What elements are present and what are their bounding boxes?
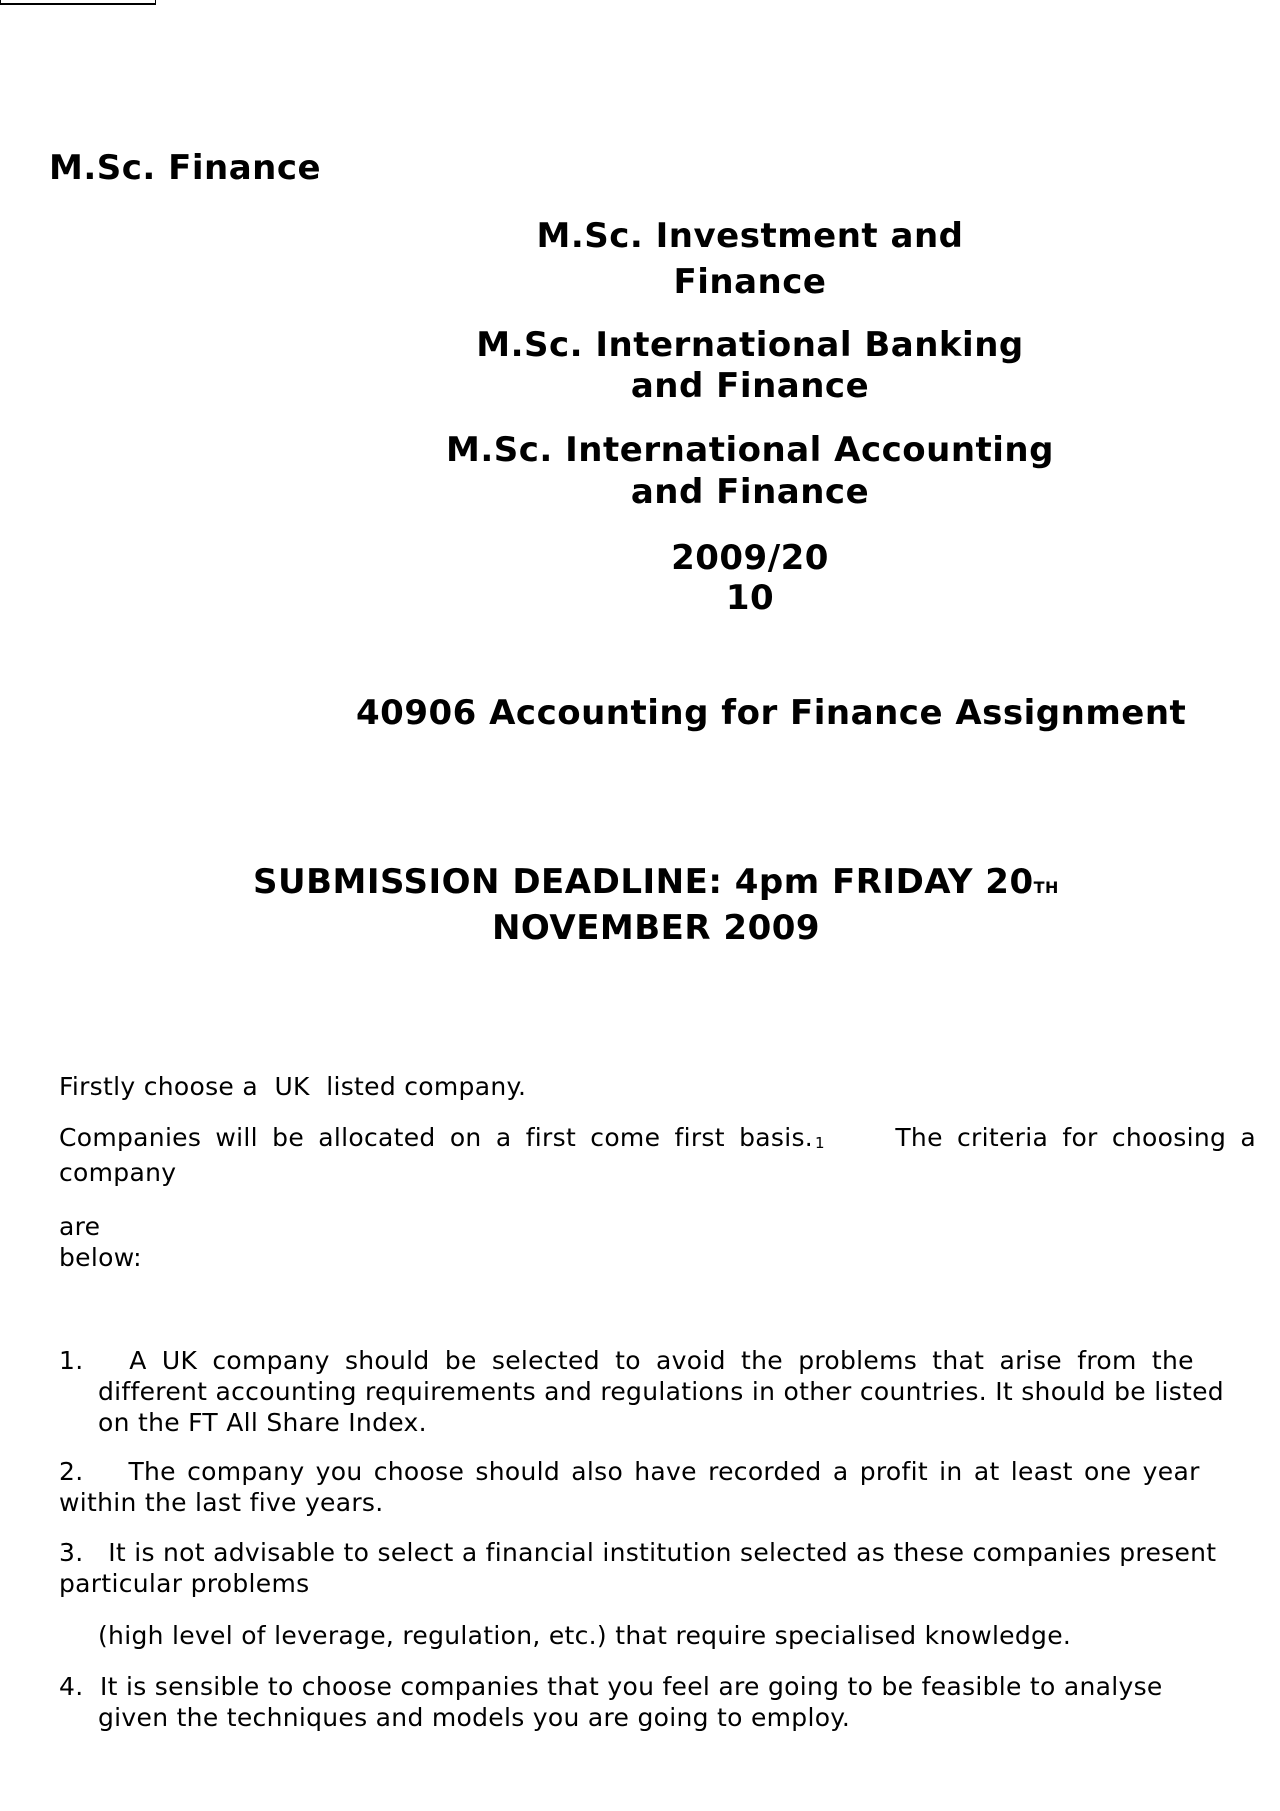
criteria-item-4-line2: given the techniques and models you are going to employ. bbox=[98, 1703, 851, 1732]
criteria-item-3-number: 3. bbox=[59, 1538, 84, 1567]
criteria-item-4-number: 4. bbox=[59, 1672, 84, 1701]
criteria-item-1 bbox=[59, 1345, 1249, 1438]
intro-paragraph-3-line2: below: bbox=[59, 1243, 142, 1272]
criteria-item-3-line3: (high level of leverage, regulation, etc.) that require specialised knowledge. bbox=[98, 1621, 1072, 1650]
criteria-item-4-text: It is sensible to choose companies that you feel are going to be feasible to analyse bbox=[99, 1672, 1163, 1701]
criteria-item-1-line2: different accounting requirements and regulations in other countries. It should be listed bbox=[98, 1377, 1224, 1406]
submission-deadline bbox=[200, 862, 1112, 949]
programme-investment-finance bbox=[490, 213, 1010, 305]
programme-international-accounting bbox=[430, 429, 1070, 513]
intro-paragraph-1: Firstly choose a UK listed company. bbox=[59, 1072, 527, 1101]
programme-international-accounting-line1: M.Sc. International Accounting bbox=[446, 430, 1054, 470]
criteria-item-2-line1 bbox=[59, 1456, 1249, 1487]
intro-paragraph-3 bbox=[59, 1211, 142, 1273]
criteria-item-3 bbox=[59, 1537, 1259, 1651]
intro-paragraph-2-main: Companies will be allocated on a first come first basis. bbox=[59, 1123, 814, 1152]
intro-paragraph-2-line2: company bbox=[59, 1158, 177, 1187]
criteria-item-2-number: 2. bbox=[59, 1457, 84, 1486]
programme-international-accounting-line2: and Finance bbox=[630, 472, 870, 512]
academic-year-line2: 10 bbox=[725, 578, 775, 618]
submission-deadline-line1 bbox=[200, 862, 1112, 908]
intro-paragraph-2-rest: The criteria for choosing a bbox=[895, 1123, 1256, 1152]
programme-international-banking-line2: and Finance bbox=[630, 366, 870, 406]
academic-year-line1: 2009/20 bbox=[671, 538, 829, 578]
criteria-item-4-line1 bbox=[59, 1671, 1249, 1702]
programme-msc-finance: M.Sc. Finance bbox=[49, 148, 322, 188]
intro-paragraph-2-main-wrap bbox=[59, 1122, 825, 1157]
submission-deadline-line2: NOVEMBER 2009 bbox=[491, 908, 821, 948]
programme-international-banking-line1: M.Sc. International Banking bbox=[476, 325, 1024, 365]
submission-deadline-main: SUBMISSION DEADLINE: 4pm FRIDAY 20 bbox=[253, 862, 1034, 902]
criteria-item-3-text: It is not advisable to select a financial institution selected as these companies present bbox=[108, 1538, 1217, 1567]
academic-year bbox=[590, 538, 910, 618]
criteria-item-3-line2: particular problems bbox=[59, 1569, 310, 1598]
criteria-item-1-number: 1. bbox=[59, 1346, 84, 1375]
criteria-item-1-line3: on the FT All Share Index. bbox=[98, 1408, 427, 1437]
criteria-item-1-line1 bbox=[59, 1345, 1249, 1376]
top-border-box bbox=[0, 0, 156, 5]
programme-investment-finance-line2: Finance bbox=[673, 262, 827, 302]
intro-paragraph-2 bbox=[59, 1122, 1256, 1188]
intro-paragraph-3-line1: are bbox=[59, 1212, 101, 1241]
criteria-item-1-text: A UK company should be selected to avoid the problems that arise from the bbox=[129, 1346, 1194, 1375]
submission-deadline-ordinal: TH bbox=[1033, 878, 1059, 897]
footnote-mark: 1 bbox=[815, 1134, 825, 1152]
criteria-item-3-line1 bbox=[59, 1537, 1259, 1568]
criteria-item-2-text: The company you choose should also have recorded a profit in at least one year bbox=[128, 1457, 1200, 1486]
criteria-item-2 bbox=[59, 1456, 1249, 1518]
intro-paragraph-2-line1 bbox=[59, 1122, 1256, 1157]
assignment-title: 40906 Accounting for Finance Assignment bbox=[356, 693, 1187, 733]
programme-international-banking bbox=[450, 325, 1050, 407]
criteria-item-4 bbox=[59, 1671, 1249, 1733]
programme-investment-finance-line1: M.Sc. Investment and bbox=[536, 216, 964, 256]
criteria-item-2-line2: within the last five years. bbox=[59, 1488, 384, 1517]
